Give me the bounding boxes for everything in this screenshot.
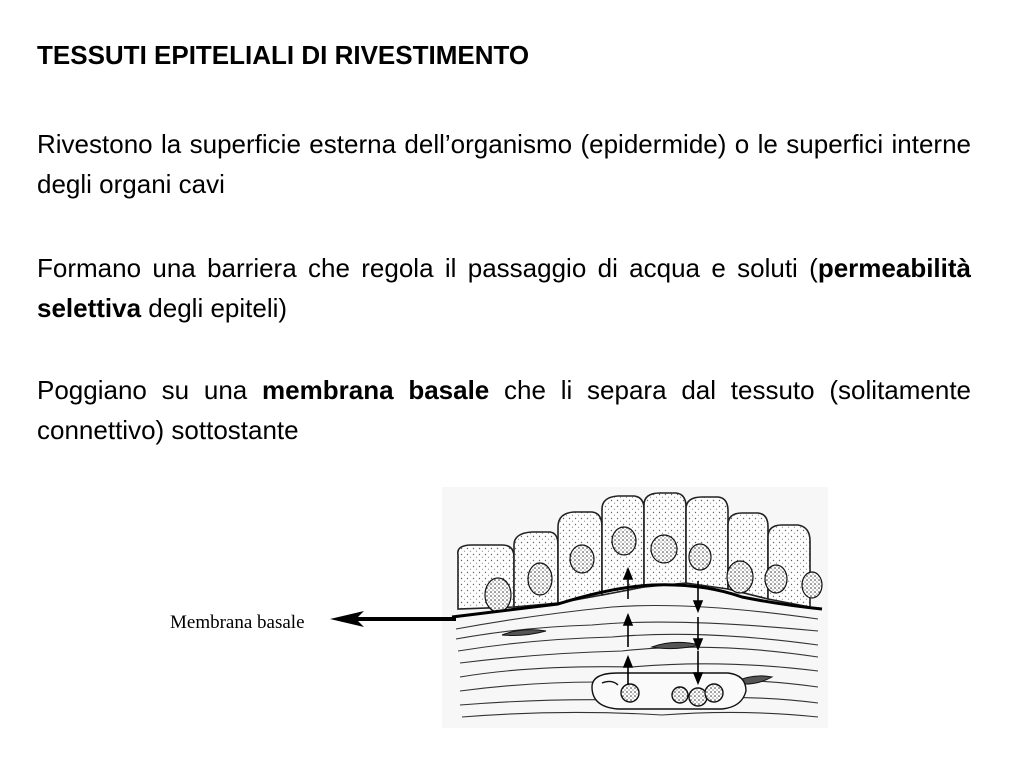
epithelium-illustration: [442, 487, 828, 728]
paragraph-basement-bold: membrana basale: [262, 375, 490, 405]
paragraph-basement-text-2: che li separa dal tessuto (solitamente connettivo) sottostante: [37, 375, 972, 445]
paragraph-basement: [37, 370, 971, 450]
paragraph-barrier-bold: permeabilità selettiva: [37, 253, 971, 323]
slide-title: TESSUTI EPITELIALI DI RIVESTIMENTO: [37, 40, 530, 70]
capillary: [592, 673, 746, 709]
paragraph-barrier-text-1: Formano una barriera che regola il passaggio di acqua e soluti (: [37, 253, 818, 283]
paragraph-coverage: Rivestono la superficie esterna dell’organismo (epidermide) o le superfici interne degli organi cavi: [37, 129, 971, 199]
paragraph-basement-text-1: Poggiano su una: [37, 375, 263, 405]
epithelium-drawing: [442, 487, 828, 728]
paragraph-barrier-text-2: degli epiteli): [141, 293, 288, 323]
paragraph-barrier: [37, 248, 971, 328]
figure-label: Membrana basale: [170, 612, 305, 633]
pointer-arrow-icon: [330, 603, 456, 635]
